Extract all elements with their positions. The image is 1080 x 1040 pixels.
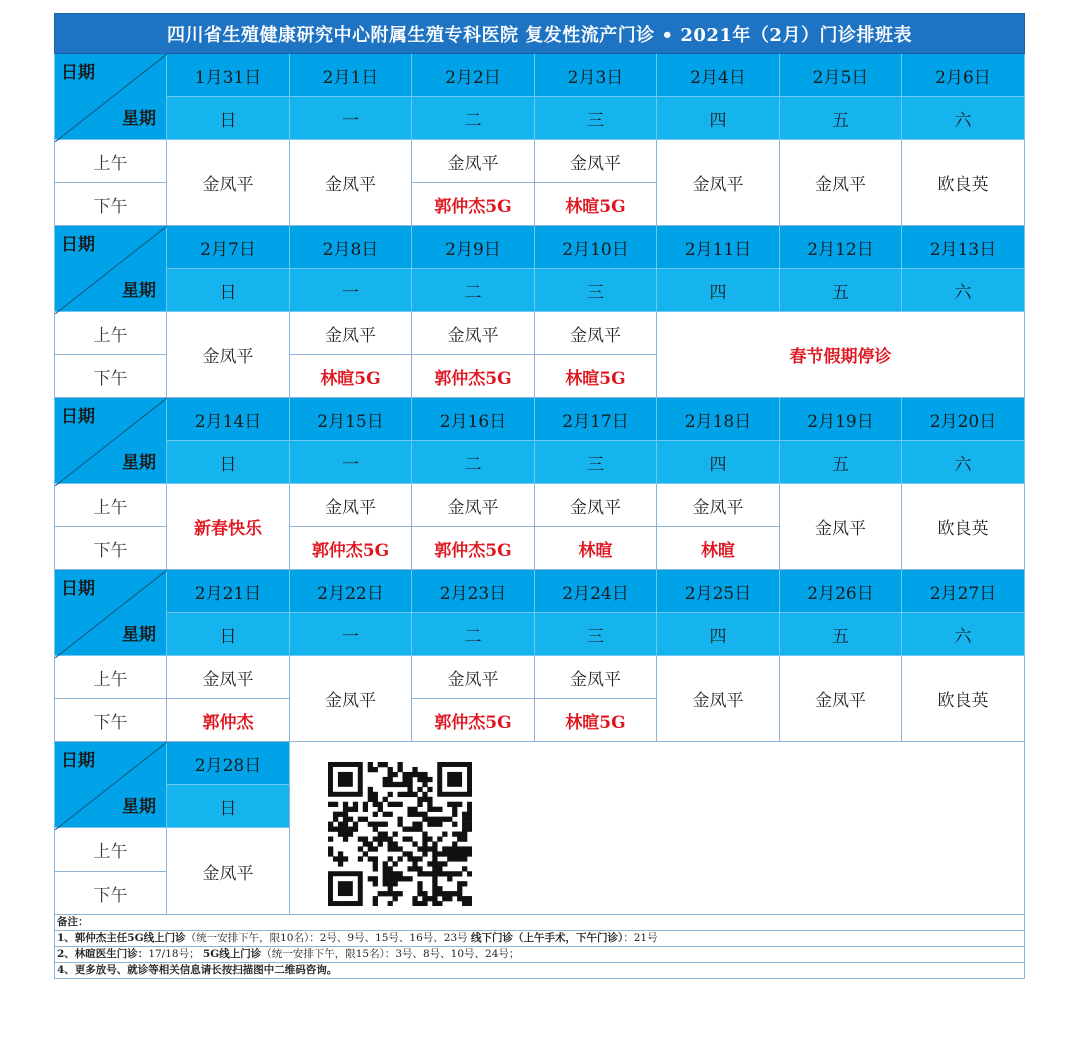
morning-label: 上午 xyxy=(55,656,167,699)
afternoon-label: 下午 xyxy=(55,355,167,398)
weekday-cell: 五 xyxy=(780,97,902,140)
clinic-cell: 郭仲杰 xyxy=(167,699,290,742)
doctor-cell: 金凤平 xyxy=(657,656,780,742)
weekday-cell: 二 xyxy=(412,97,535,140)
doctor-cell: 金凤平 xyxy=(412,656,535,699)
doctor-cell: 欧良英 xyxy=(902,484,1025,570)
date-cell: 2月14日 xyxy=(167,398,290,441)
doctor-cell: 金凤平 xyxy=(167,312,290,398)
date-label: 日期 xyxy=(61,63,95,83)
weekday-cell: 日 xyxy=(167,441,290,484)
weekday-cell: 四 xyxy=(657,613,780,656)
date-cell: 2月12日 xyxy=(780,226,902,269)
note-line-1: 1、郭仲杰主任5G线上门诊（统一安排下午，限10名）：2号、9号、15号、16号、23号 线下门诊（上午手术，下午门诊）：21号 xyxy=(55,931,1024,947)
weekday-cell: 五 xyxy=(780,613,902,656)
doctor-cell: 金凤平 xyxy=(290,312,412,355)
morning-label: 上午 xyxy=(55,140,167,183)
date-cell: 2月20日 xyxy=(902,398,1025,441)
doctor-cell: 金凤平 xyxy=(290,484,412,527)
doctor-cell: 金凤平 xyxy=(780,140,902,226)
weekday-cell: 日 xyxy=(167,97,290,140)
weekday-cell: 二 xyxy=(412,441,535,484)
doctor-cell: 金凤平 xyxy=(167,140,290,226)
date-cell: 2月16日 xyxy=(412,398,535,441)
weekday-cell: 三 xyxy=(535,441,657,484)
weekday-label: 星期 xyxy=(122,625,156,645)
date-cell: 2月1日 xyxy=(290,54,412,97)
morning-label: 上午 xyxy=(55,484,167,527)
date-cell: 2月8日 xyxy=(290,226,412,269)
weekday-cell: 六 xyxy=(902,613,1025,656)
weekday-label: 星期 xyxy=(122,109,156,129)
online-clinic-cell: 郭仲杰5G xyxy=(412,183,535,226)
holiday-closed-cell: 春节假期停诊 xyxy=(657,312,1025,398)
doctor-cell: 金凤平 xyxy=(412,312,535,355)
date-cell: 2月10日 xyxy=(535,226,657,269)
weekday-cell: 四 xyxy=(657,269,780,312)
header-corner xyxy=(55,226,167,312)
weekday-label: 星期 xyxy=(122,281,156,301)
online-clinic-cell: 林暄5G xyxy=(535,355,657,398)
doctor-cell: 金凤平 xyxy=(167,656,290,699)
doctor-cell: 金凤平 xyxy=(657,140,780,226)
date-cell: 2月7日 xyxy=(167,226,290,269)
date-cell: 2月4日 xyxy=(657,54,780,97)
doctor-cell: 金凤平 xyxy=(535,484,657,527)
doctor-cell: 金凤平 xyxy=(535,140,657,183)
weekday-cell: 三 xyxy=(535,613,657,656)
clinic-cell: 林暄 xyxy=(657,527,780,570)
weekday-cell: 一 xyxy=(290,613,412,656)
weekday-cell: 日 xyxy=(167,613,290,656)
weekday-cell: 四 xyxy=(657,97,780,140)
weekday-cell: 五 xyxy=(780,269,902,312)
qr-area xyxy=(290,742,1025,915)
online-clinic-cell: 林暄5G xyxy=(535,699,657,742)
date-cell: 2月23日 xyxy=(412,570,535,613)
weekday-cell: 三 xyxy=(535,269,657,312)
online-clinic-cell: 郭仲杰5G xyxy=(412,699,535,742)
date-cell: 2月26日 xyxy=(780,570,902,613)
date-cell: 2月19日 xyxy=(780,398,902,441)
weekday-cell: 六 xyxy=(902,97,1025,140)
morning-label: 上午 xyxy=(55,828,167,872)
weekday-cell: 六 xyxy=(902,441,1025,484)
header-corner xyxy=(55,398,167,484)
weekday-cell: 一 xyxy=(290,97,412,140)
doctor-cell: 金凤平 xyxy=(535,656,657,699)
doctor-cell: 金凤平 xyxy=(780,656,902,742)
date-label: 日期 xyxy=(61,235,95,255)
date-cell: 2月24日 xyxy=(535,570,657,613)
date-cell: 2月21日 xyxy=(167,570,290,613)
date-cell: 2月11日 xyxy=(657,226,780,269)
weekday-label: 星期 xyxy=(122,453,156,473)
weekday-cell: 五 xyxy=(780,441,902,484)
doctor-cell: 金凤平 xyxy=(412,140,535,183)
date-cell: 2月5日 xyxy=(780,54,902,97)
date-cell: 2月9日 xyxy=(412,226,535,269)
note-line-2: 2、林暄医生门诊：17/18号； 5G线上门诊（统一安排下午，限15名）：3号、8号、10号、24号； xyxy=(55,947,1024,963)
weekday-cell: 四 xyxy=(657,441,780,484)
doctor-cell: 金凤平 xyxy=(535,312,657,355)
notes-section xyxy=(55,915,1025,979)
date-cell: 2月18日 xyxy=(657,398,780,441)
weekday-label: 星期 xyxy=(122,797,156,817)
doctor-cell: 金凤平 xyxy=(657,484,780,527)
online-clinic-cell: 林暄5G xyxy=(290,355,412,398)
doctor-cell: 金凤平 xyxy=(412,484,535,527)
date-cell: 2月25日 xyxy=(657,570,780,613)
doctor-cell: 金凤平 xyxy=(167,828,290,915)
note-line-4: 4、更多放号、就诊等相关信息请长按扫描图中二维码咨询。 xyxy=(57,964,338,976)
qr-code-icon[interactable] xyxy=(328,762,472,906)
header-corner xyxy=(55,742,167,828)
weekday-cell: 六 xyxy=(902,269,1025,312)
date-cell: 2月17日 xyxy=(535,398,657,441)
doctor-cell: 金凤平 xyxy=(780,484,902,570)
schedule-table xyxy=(54,13,1025,979)
date-label: 日期 xyxy=(61,579,95,599)
afternoon-label: 下午 xyxy=(55,527,167,570)
date-cell: 2月27日 xyxy=(902,570,1025,613)
header-corner xyxy=(55,54,167,140)
doctor-cell: 欧良英 xyxy=(902,140,1025,226)
date-cell: 2月3日 xyxy=(535,54,657,97)
weekday-cell: 一 xyxy=(290,441,412,484)
afternoon-label: 下午 xyxy=(55,872,167,915)
date-cell: 1月31日 xyxy=(167,54,290,97)
date-label: 日期 xyxy=(61,751,95,771)
page-title: 四川省生殖健康研究中心附属生殖专科医院 复发性流产门诊 • 2021年（2月）门诊排班表 xyxy=(55,14,1025,54)
date-cell: 2月22日 xyxy=(290,570,412,613)
weekday-cell: 日 xyxy=(167,785,290,828)
new-year-greeting-cell: 新春快乐 xyxy=(167,484,290,570)
date-label: 日期 xyxy=(61,407,95,427)
doctor-cell: 金凤平 xyxy=(290,140,412,226)
clinic-cell: 林暄 xyxy=(535,527,657,570)
header-corner xyxy=(55,570,167,656)
doctor-cell: 欧良英 xyxy=(902,656,1025,742)
online-clinic-cell: 郭仲杰5G xyxy=(412,355,535,398)
afternoon-label: 下午 xyxy=(55,699,167,742)
online-clinic-cell: 林暄5G xyxy=(535,183,657,226)
date-cell: 2月28日 xyxy=(167,742,290,785)
morning-label: 上午 xyxy=(55,312,167,355)
weekday-cell: 二 xyxy=(412,613,535,656)
date-cell: 2月6日 xyxy=(902,54,1025,97)
online-clinic-cell: 郭仲杰5G xyxy=(412,527,535,570)
weekday-cell: 二 xyxy=(412,269,535,312)
weekday-cell: 一 xyxy=(290,269,412,312)
weekday-cell: 日 xyxy=(167,269,290,312)
date-cell: 2月13日 xyxy=(902,226,1025,269)
date-cell: 2月2日 xyxy=(412,54,535,97)
notes-heading: 备注： xyxy=(55,915,1024,931)
online-clinic-cell: 郭仲杰5G xyxy=(290,527,412,570)
weekday-cell: 三 xyxy=(535,97,657,140)
afternoon-label: 下午 xyxy=(55,183,167,226)
date-cell: 2月15日 xyxy=(290,398,412,441)
doctor-cell: 金凤平 xyxy=(290,656,412,742)
